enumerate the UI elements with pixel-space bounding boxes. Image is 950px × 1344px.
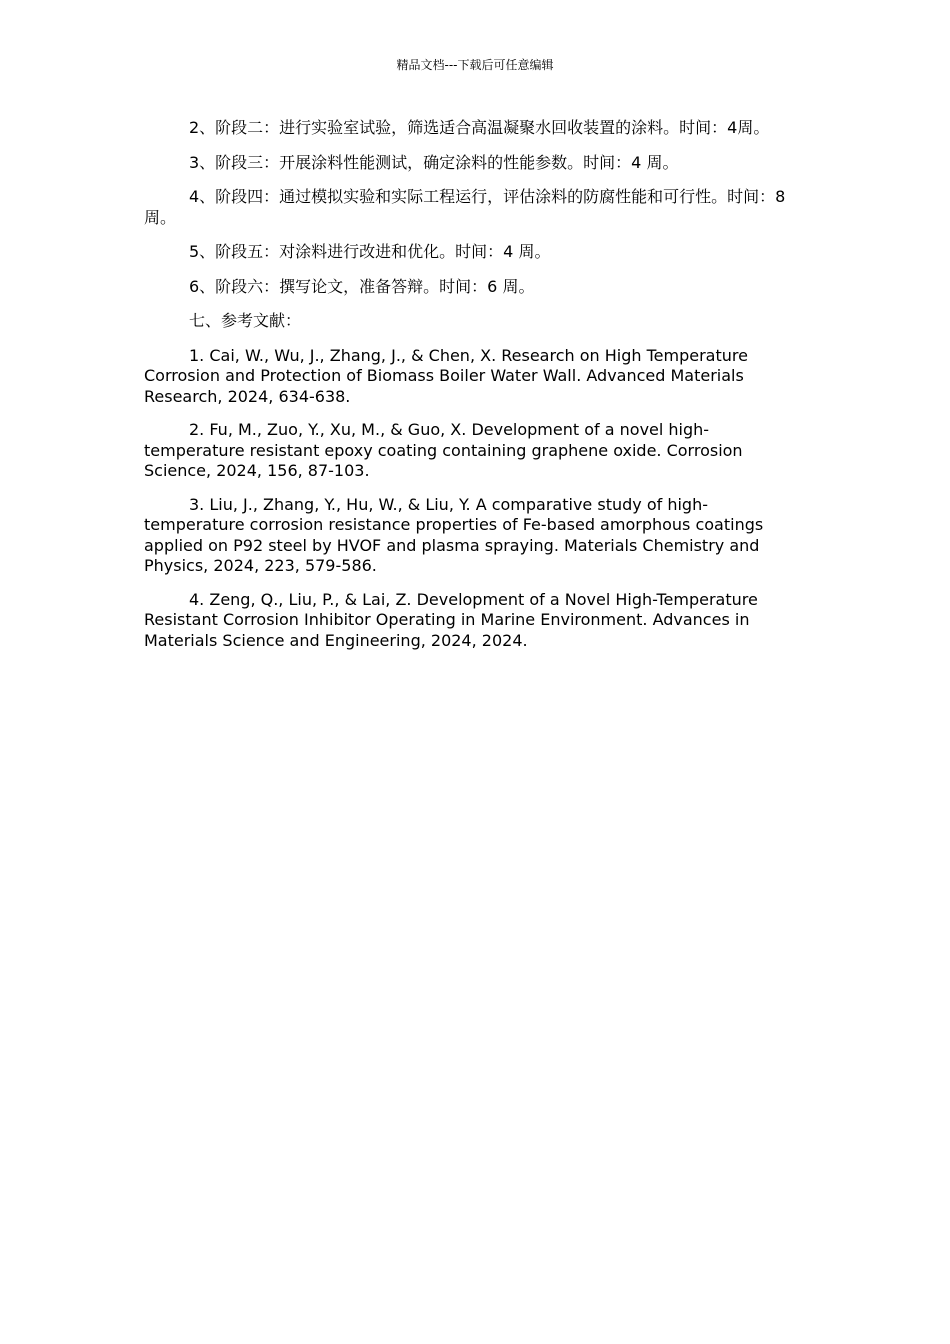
schedule-stage-3: 3、阶段三：开展涂料性能测试，确定涂料的性能参数。时间：4 周。: [189, 152, 679, 172]
references-heading: 七、参考文献：: [189, 311, 302, 330]
schedule-stage-4: 4、阶段四：通过模拟实验和实际工程运行，评估涂料的防腐性能和可行性。时间：8 周。: [144, 187, 786, 227]
reference-item-4: 4. Zeng, Q., Liu, P., & Lai, Z. Development of a Novel High-Temperature Resistant Corrosion Inhibitor Operating in Marine Environment. Advances in Materials Science and Engineering, 2024, 2024.: [144, 589, 758, 650]
schedule-stage-6: 6、阶段六：撰写论文，准备答辩。时间：6 周。: [189, 276, 535, 296]
reference-item-2: 2. Fu, M., Zuo, Y., Xu, M., & Guo, X. Development of a novel high-temperature resistant epoxy coating containing graphene oxide. Corrosion Science, 2024, 156, 87-103.: [144, 420, 743, 480]
reference-item-1: 1. Cai, W., Wu, J., Zhang, J., & Chen, X. Research on High Temperature Corrosion and Protection of Biomass Boiler Water Wall. Advanced Materials Research, 2024, 634-638.: [144, 345, 748, 406]
schedule-stage-2: 2、阶段二：进行实验室试验，筛选适合高温凝聚水回收装置的涂料。时间：4周。: [189, 118, 770, 137]
page-header: 精品文档---下载后可任意编辑: [396, 58, 554, 72]
document-body: [144, 118, 806, 664]
schedule-stage-5: 5、阶段五：对涂料进行改进和优化。时间：4 周。: [189, 242, 551, 261]
reference-item-3: 3. Liu, J., Zhang, Y., Hu, W., & Liu, Y. A comparative study of high-temperature corrosion resistance properties of Fe-based amorphous coatings applied on P92 steel by HVOF and plasma spraying. Materials Chemistry and Physics, 2024, 223, 579-586.: [144, 494, 764, 575]
